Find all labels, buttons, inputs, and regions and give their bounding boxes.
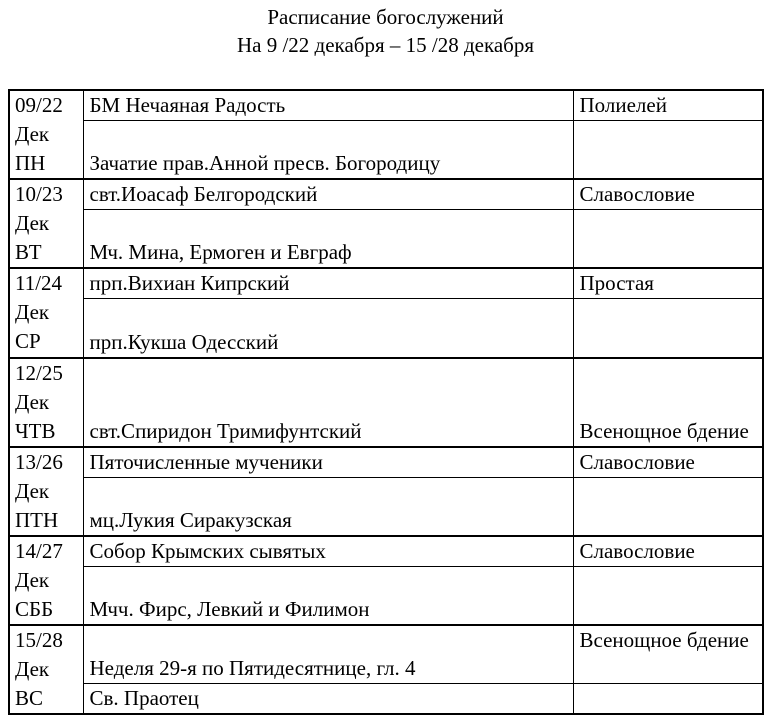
weekday-label: ЧТВ <box>15 419 56 443</box>
service-type-cell: Всенощное бдение <box>573 358 763 447</box>
saint-cell: БМ Нечаяная Радость <box>83 90 573 121</box>
date-cell <box>9 358 83 447</box>
date-label: 12/25 <box>15 361 63 385</box>
saint-cell: Зачатие прав.Анной пресв. Богородицу <box>83 121 573 180</box>
page-subtitle: На 9 /22 декабря – 15 /28 декабря <box>236 33 534 57</box>
weekday-label: ПН <box>15 151 46 175</box>
date-cell <box>9 447 83 536</box>
service-type-cell <box>573 478 763 536</box>
month-label: Дек <box>15 390 50 414</box>
date-label: 11/24 <box>15 271 63 295</box>
weekday-label: ВТ <box>15 240 42 264</box>
table-row <box>9 90 763 121</box>
saint-cell: Пяточисленные мученики <box>83 447 573 478</box>
weekday-label: СР <box>15 329 41 353</box>
date-label: 14/27 <box>15 539 63 563</box>
service-type-cell: Всенощное бдение <box>573 625 763 684</box>
schedule-table <box>8 89 764 715</box>
date-label: 10/23 <box>15 182 63 206</box>
service-type-cell <box>573 684 763 715</box>
date-cell <box>9 179 83 268</box>
month-label: Дек <box>15 300 50 324</box>
table-row <box>9 121 763 180</box>
service-type-cell: Славословие <box>573 447 763 478</box>
month-label: Дек <box>15 211 50 235</box>
date-cell <box>9 536 83 625</box>
table-row <box>9 684 763 715</box>
table-row <box>9 536 763 567</box>
table-row <box>9 179 763 210</box>
table-row <box>9 358 763 447</box>
service-type-cell: Славословие <box>573 179 763 210</box>
table-row <box>9 625 763 684</box>
saint-cell: свт.Иоасаф Белгородский <box>83 179 573 210</box>
saint-cell: свт.Спиридон Тримифунтский <box>83 358 573 447</box>
table-row <box>9 478 763 536</box>
saint-cell: прп.Вихиан Кипрский <box>83 268 573 299</box>
table-row <box>9 210 763 269</box>
saint-cell: Мчч. Фирс, Левкий и Филимон <box>83 567 573 625</box>
weekday-label: ВС <box>15 686 44 710</box>
date-cell <box>9 268 83 358</box>
saint-cell: Собор Крымских сывятых <box>83 536 573 567</box>
service-type-cell <box>573 299 763 359</box>
table-row <box>9 268 763 299</box>
month-label: Дек <box>15 122 50 146</box>
table-row <box>9 299 763 359</box>
date-label: 15/28 <box>15 628 63 652</box>
month-label: Дек <box>15 568 50 592</box>
service-type-cell: Славословие <box>573 536 763 567</box>
saint-cell: мц.Лукия Сиракузская <box>83 478 573 536</box>
saint-cell: Св. Праотец <box>83 684 573 715</box>
saint-cell: Неделя 29-я по Пятидесятнице, гл. 4 <box>83 625 573 684</box>
service-type-cell <box>573 567 763 625</box>
page-title: Расписание богослужений <box>267 5 504 29</box>
weekday-label: СББ <box>15 597 54 621</box>
saint-cell: Мч. Мина, Ермоген и Евграф <box>83 210 573 269</box>
service-type-cell <box>573 121 763 180</box>
date-cell <box>9 90 83 179</box>
service-type-cell: Простая <box>573 268 763 299</box>
date-label: 13/26 <box>15 450 63 474</box>
table-row <box>9 567 763 625</box>
month-label: Дек <box>15 479 50 503</box>
date-cell <box>9 625 83 714</box>
table-row <box>9 447 763 478</box>
saint-cell: прп.Кукша Одесский <box>83 299 573 359</box>
date-label: 09/22 <box>15 93 63 117</box>
service-type-cell <box>573 210 763 269</box>
weekday-label: ПТН <box>15 508 59 532</box>
service-type-cell: Полиелей <box>573 90 763 121</box>
month-label: Дек <box>15 657 50 681</box>
